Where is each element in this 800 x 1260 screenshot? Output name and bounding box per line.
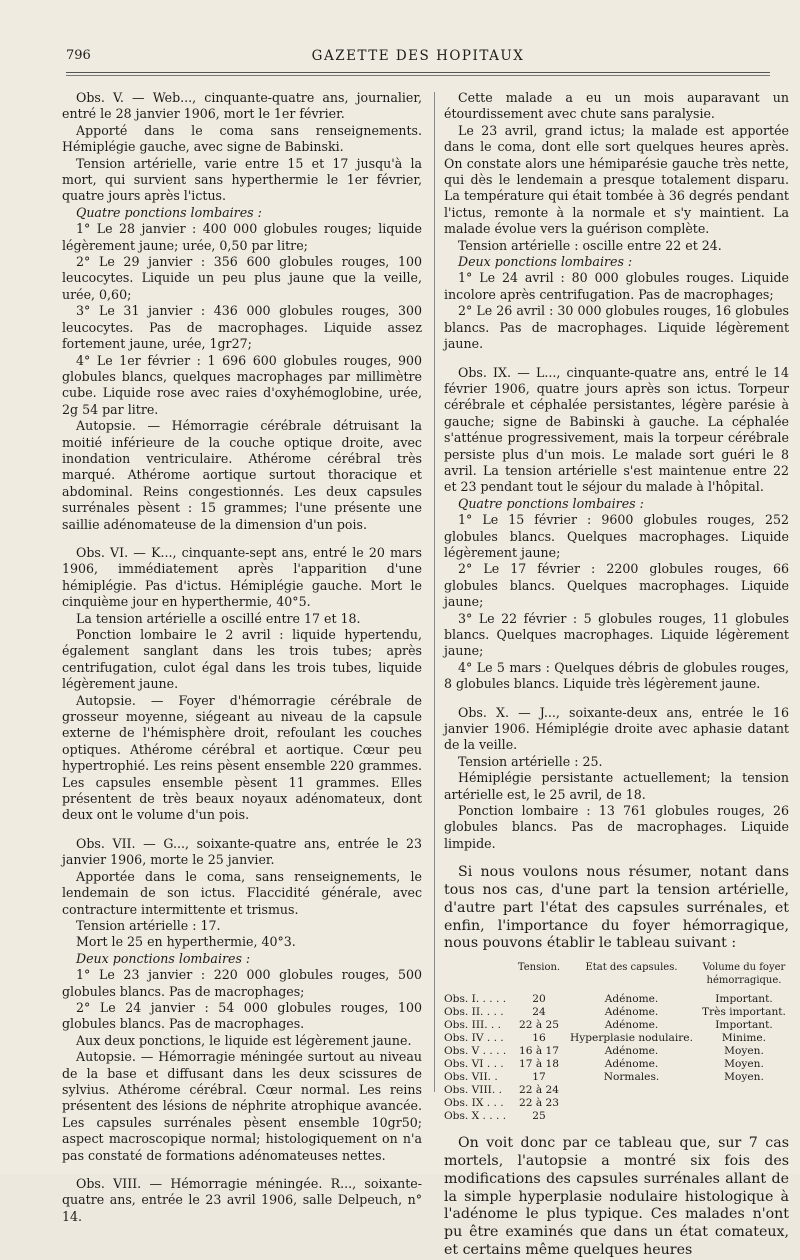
- table-cell: 17 à 18: [518, 1058, 559, 1071]
- table-cell: Obs. IX . . .: [444, 1097, 504, 1110]
- table-cell: Moyen.: [724, 1058, 764, 1071]
- paragraph: Hémiplégie persistante actuellement; la tension artérielle est, le 25 avril, de 18.: [444, 770, 789, 802]
- paragraph: 3° Le 31 janvier : 436 000 globules rouges, 300 leucocytes. Pas de macrophages. Liquide assez fortement jaune, urée, 1gr27;: [62, 303, 422, 352]
- table-cell: Normales.: [603, 1071, 660, 1084]
- right-column: [444, 90, 789, 1260]
- paragraph: 4° Le 5 mars : Quelques débris de globules rouges, 8 globules blancs. Liquide très légèrement jaune.: [444, 659, 789, 692]
- table-row: [444, 1084, 789, 1097]
- paragraph: Cette malade a eu un mois auparavant un étourdissement avec chute sans paralysie.: [444, 90, 789, 122]
- header-rule-double: [66, 75, 770, 76]
- table-cell: Important.: [715, 993, 773, 1006]
- obs-5-intro: Obs. V. — Web..., cinquante-quatre ans, journalier, entré le 28 janvier 1906, mort le 1er février.: [62, 90, 422, 122]
- table-cell: Adénome.: [604, 993, 659, 1006]
- paragraph: 1° Le 15 février : 9600 globules rouges, 252 globules blancs. Quelques macrophages. Liquide légèrement jaune;: [444, 512, 789, 560]
- table-cell: Important.: [715, 1019, 773, 1032]
- table-cell: 16: [532, 1032, 546, 1045]
- conclusion-paragraph: On voit donc par ce tableau que, sur 7 cas mortels, l'autopsie a montré six fois des modifications des capsules surrénales allant de la simple hyperplasie nodulaire histologique à l'adénome le plus typique. Ces malades n'ont pu être examinés que dans un état comateux, et certains même quelques heures: [444, 1135, 789, 1259]
- table-cell: 25: [532, 1110, 546, 1123]
- table-cell: Obs. VI . . .: [444, 1058, 504, 1071]
- table-cell: Obs. VIII. .: [444, 1084, 502, 1097]
- table-cell: 24: [532, 1006, 546, 1019]
- paragraph: 2° Le 26 avril : 30 000 globules rouges, 16 globules blancs. Pas de macrophages. Liquide légèrement jaune.: [444, 303, 789, 352]
- paragraph: 2° Le 24 janvier : 54 000 globules rouges, 100 globules blancs. Pas de macrophages.: [62, 999, 422, 1032]
- table-cell: [699, 1084, 789, 1097]
- subheading: Quatre ponctions lombaires :: [458, 495, 644, 511]
- paragraph: 2° Le 29 janvier : 356 600 globules rouges, 100 leucocytes. Liquide un peu plus jaune que la veille, urée, 0,60;: [62, 254, 422, 302]
- table-cell: [699, 1097, 789, 1110]
- table-cell: [564, 1084, 699, 1097]
- table-header-row: [444, 961, 789, 993]
- table-row: [444, 1058, 789, 1071]
- table-cell: Minime.: [721, 1032, 767, 1045]
- paragraph: 1° Le 23 janvier : 220 000 globules rouges, 500 globules blancs. Pas de macrophages;: [62, 967, 422, 999]
- table-row: [444, 1071, 789, 1084]
- paragraph: Tension artérielle : 17.: [76, 917, 221, 933]
- table-cell: [699, 1110, 789, 1123]
- journal-title: GAZETTE DES HOPITAUX: [311, 48, 525, 64]
- table-cell: Très important.: [702, 1006, 786, 1019]
- paragraph: Apportée dans le coma, sans renseignements, le lendemain de son ictus. Flaccidité générale, avec contracture intermittente et trismus.: [62, 868, 422, 917]
- table-cell: 16 à 17: [518, 1045, 559, 1058]
- table-cell: Hyperplasie nodulaire.: [570, 1032, 693, 1045]
- table-cell: 22 à 25: [518, 1019, 559, 1032]
- summary-table: [444, 961, 789, 1123]
- paragraph: Tension artérielle : 25.: [458, 753, 603, 769]
- table-cell: Moyen.: [724, 1045, 764, 1058]
- table-header: Etat des capsules.: [585, 962, 678, 974]
- table-cell: Moyen.: [724, 1071, 764, 1084]
- table-cell: Adénome.: [604, 1019, 659, 1032]
- table-cell: Obs. V . . . .: [444, 1045, 507, 1058]
- table-cell: [564, 1097, 699, 1110]
- paragraph: 1° Le 24 avril : 80 000 globules rouges. Liquide incolore après centrifugation. Pas de macrophages;: [444, 270, 789, 302]
- autopsy-paragraph: Autopsie. — Hémorragie cérébrale détruisant la moitié inférieure de la couche optique droite, avec inondation ventriculaire. Athérome cérébral très marqué. Athérome aortique surtout thoracique et abdominal. Reins congestionnés. Les deux capsules surrénales pèsent : 15 grammes; l'une présente une saillie adénomateuse de la dimension d'un pois.: [62, 418, 422, 532]
- paragraph: 4° Le 1er février : 1 696 600 globules rouges, 900 globules blancs, quelques macrophages par millimètre cube. Liquide rose avec raies d'oxyhémoglobine, urée, 2g 54 par litre.: [62, 352, 422, 417]
- paragraph: Le 23 avril, grand ictus; la malade est apportée dans le coma, dont elle sort quelques heures après. On constate alors une hémiparésie gauche très nette, qui dès le lendemain a presque totalement disparu. La température qui était tombée à 36 degrés pendant l'ictus, remonte à la normale et s'y maintient. La malade évolue vers la guérison complète.: [444, 122, 789, 237]
- table-cell: Obs. X . . . .: [444, 1110, 507, 1123]
- table-row: [444, 993, 789, 1006]
- table-row: [444, 1006, 789, 1019]
- header-rule: [66, 72, 770, 73]
- paragraph: Tension artérielle : oscille entre 22 et 24.: [458, 237, 722, 253]
- paragraph: 1° Le 28 janvier : 400 000 globules rouges; liquide légèrement jaune; urée, 0,50 par litre;: [62, 221, 422, 253]
- page-number: 796: [66, 48, 91, 63]
- paragraph: Ponction lombaire le 2 avril : liquide hypertendu, également sanglant dans les trois tubes; après centrifugation, culot égal dans les trois tubes, liquide légèrement jaune.: [62, 627, 422, 692]
- obs-6-intro: Obs. VI. — K..., cinquante-sept ans, entré le 20 mars 1906, immédiatement après l'apparition d'une hémiplégie. Pas d'ictus. Hémiplégie gauche. Mort le cinquième jour en hyperthermie, 40°5.: [62, 544, 422, 610]
- table-cell: 17: [532, 1071, 546, 1084]
- paragraph: 2° Le 17 février : 2200 globules rouges, 66 globules blancs. Quelques macrophages. Liquide jaune;: [444, 561, 789, 610]
- paragraph: Ponction lombaire : 13 761 globules rouges, 26 globules blancs. Pas de macrophages. Liquide limpide.: [444, 803, 789, 851]
- page-header: [66, 48, 770, 70]
- subheading: Deux ponctions lombaires :: [76, 950, 251, 966]
- table-cell: 22 à 24: [518, 1084, 559, 1097]
- table-cell: Obs. II. . . .: [444, 1006, 504, 1019]
- obs-10-intro: Obs. X. — J..., soixante-deux ans, entrée le 16 janvier 1906. Hémiplégie droite avec aphasie datant de la veille.: [444, 704, 789, 753]
- table-cell: Obs. III. . .: [444, 1019, 502, 1032]
- table-row: [444, 1032, 789, 1045]
- column-divider: [434, 92, 435, 1092]
- obs-8-intro: Obs. VIII. — Hémorragie méningée. R..., soixante-quatre ans, entrée le 23 avril 1906, salle Delpeuch, n° 14.: [62, 1176, 422, 1224]
- obs-7-intro: Obs. VII. — G..., soixante-quatre ans, entrée le 23 janvier 1906, morte le 25 janvier.: [62, 835, 422, 868]
- table-cell: Adénome.: [604, 1058, 659, 1071]
- table-cell: [564, 1110, 699, 1123]
- table-cell: 20: [532, 993, 546, 1006]
- obs-9-intro: Obs. IX. — L..., cinquante-quatre ans, entré le 14 février 1906, quatre jours après son ictus. Torpeur cérébrale et céphalée persistantes, légère parésie à gauche; signe de Babinski à gauche. La céphalée s'atténue progressivement, mais la torpeur cérébrale persiste plus d'un mois. Le malade sort guéri le 8 avril. La tension artérielle s'est maintenue entre 22 et 23 pendant tout le séjour du malade à l'hôpital.: [444, 364, 789, 495]
- left-column: [62, 90, 422, 1225]
- table-cell: Obs. IV . . .: [444, 1032, 504, 1045]
- paragraph: Aux deux ponctions, le liquide est légèrement jaune.: [76, 1032, 412, 1048]
- table-header: Volume du foyer hémorragique.: [702, 962, 786, 987]
- table-cell: Obs. VII. .: [444, 1071, 498, 1084]
- autopsy-paragraph: Autopsie. — Hémorragie méningée surtout au niveau de la base et diffusant dans les deux scissures de sylvius. Athérome cérébral. Cœur normal. Les reins présentent des lésions de néphrite atrophique avancée. Les capsules surrénales pèsent ensemble 10gr50; aspect macroscopique normal; histologiquement on n'a pas constaté de formations adénomateuses nettes.: [62, 1049, 422, 1163]
- paragraph: La tension artérielle a oscillé entre 17 et 18.: [76, 610, 361, 626]
- table-cell: 22 à 23: [518, 1097, 559, 1110]
- paragraph: Mort le 25 en hyperthermie, 40°3.: [76, 934, 296, 950]
- autopsy-paragraph: Autopsie. — Foyer d'hémorragie cérébrale de grosseur moyenne, siégeant au niveau de la capsule externe de l'hémisphère droit, refoulant les couches optiques. Athérome cérébral et aortique. Cœur peu hypertrophié. Les reins pèsent ensemble 220 grammes. Les capsules ensemble pèsent 11 grammes. Elles présentent de très beaux noyaux adénomateux, dont deux ont le volume d'un pois.: [62, 692, 422, 823]
- table-body: [444, 993, 789, 1123]
- subheading: Quatre ponctions lombaires :: [76, 204, 262, 220]
- table-row: [444, 1097, 789, 1110]
- table-cell: Obs. I. . . . .: [444, 993, 507, 1006]
- paragraph: Apporté dans le coma sans renseignements. Hémiplégie gauche, avec signe de Babinski.: [62, 122, 422, 155]
- subheading: Deux ponctions lombaires :: [458, 254, 633, 270]
- summary-paragraph: Si nous voulons nous résumer, notant dans tous nos cas, d'une part la tension artérielle, d'autre part l'état des capsules surrénales, et enfin, l'importance du foyer hémorragique, nous pouvons établir le tableau suivant :: [444, 864, 789, 952]
- table-cell: Adénome.: [604, 1006, 659, 1019]
- table-cell: Adénome.: [604, 1045, 659, 1058]
- table-header: Tension.: [517, 962, 561, 974]
- table-row: [444, 1110, 789, 1123]
- table-row: [444, 1019, 789, 1032]
- table-header: [444, 961, 514, 993]
- paragraph: Tension artérielle, varie entre 15 et 17 jusqu'à la mort, qui survient sans hyperthermie le 1er février, quatre jours après l'ictus.: [62, 155, 422, 204]
- table-row: [444, 1045, 789, 1058]
- paragraph: 3° Le 22 février : 5 globules rouges, 11 globules blancs. Quelques macrophages. Liquide légèrement jaune;: [444, 610, 789, 659]
